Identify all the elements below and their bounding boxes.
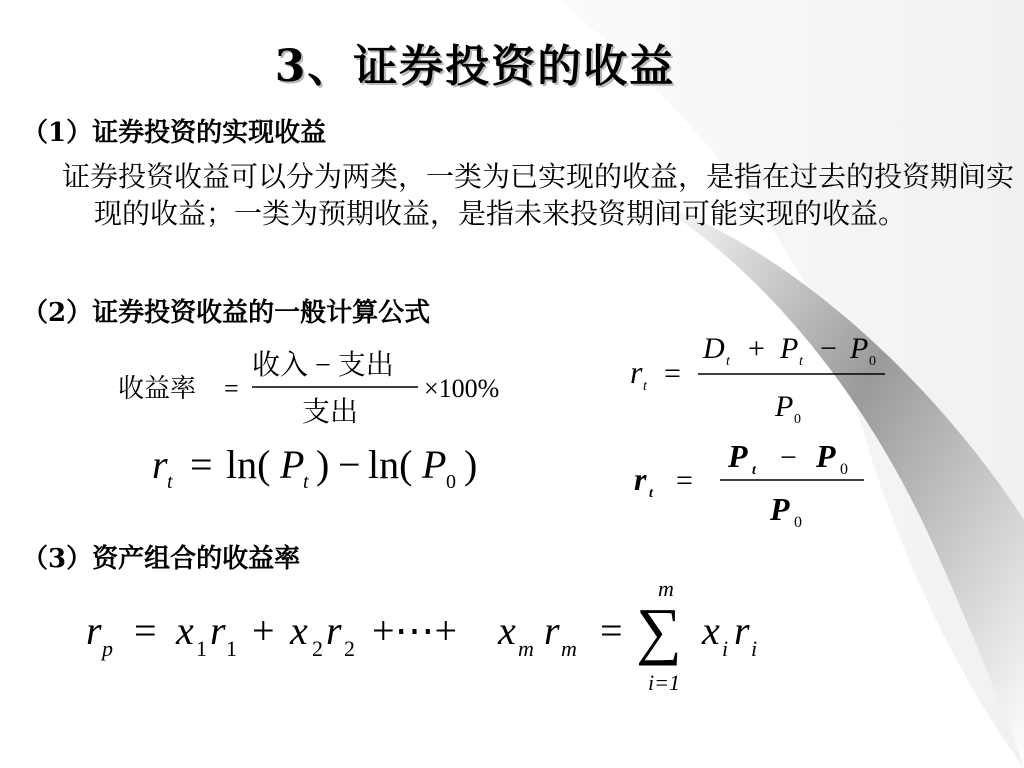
- section-1-heading: （1）证券投资的实现收益: [22, 118, 327, 148]
- svg-text:=: =: [664, 357, 681, 390]
- sum-lower-limit: i=1: [648, 670, 680, 695]
- svg-text:0: 0: [869, 354, 876, 369]
- svg-text:t: t: [726, 354, 730, 369]
- svg-text:∑: ∑: [636, 595, 682, 666]
- svg-text:r: r: [326, 608, 342, 653]
- svg-text:0: 0: [840, 461, 848, 478]
- svg-text:t: t: [167, 471, 173, 493]
- svg-text:=: =: [676, 464, 693, 497]
- svg-text:i: i: [751, 636, 758, 661]
- section-3-heading: （3）资产组合的收益率: [22, 544, 301, 574]
- svg-text:x: x: [176, 608, 194, 653]
- svg-text:P: P: [775, 390, 794, 423]
- svg-text:2: 2: [312, 636, 323, 661]
- formula-dividend-return: [630, 332, 885, 427]
- svg-text:0: 0: [794, 514, 802, 531]
- svg-text:+: +: [252, 608, 275, 653]
- section-1-paragraph: 证券投资收益可以分为两类，一类为已实现的收益，是指在过去的投资期间实现的收益；一类为预期收益，是指未来投资期间可能实现的收益。: [62, 160, 1015, 230]
- svg-text:=: =: [190, 442, 213, 487]
- svg-text:P: P: [770, 491, 790, 527]
- svg-text:r: r: [86, 608, 102, 653]
- slide-title: 3、证券投资的收益: [274, 41, 676, 92]
- svg-text:0: 0: [446, 471, 456, 493]
- svg-text:p: p: [102, 636, 113, 661]
- svg-text:t: t: [752, 463, 756, 478]
- svg-text:m: m: [561, 636, 577, 661]
- svg-text:+⋯+: +⋯+: [372, 608, 458, 653]
- formula-eq: =: [224, 374, 239, 403]
- svg-text:D: D: [703, 332, 725, 365]
- formula-price-return: [634, 438, 864, 531]
- formula-denominator: 支出: [302, 397, 359, 428]
- svg-text:−: −: [338, 442, 361, 487]
- svg-text:−: −: [780, 441, 797, 474]
- svg-text:x: x: [290, 608, 308, 653]
- svg-text:r: r: [152, 442, 168, 487]
- svg-text:P: P: [280, 442, 305, 487]
- svg-text:): ): [316, 442, 330, 487]
- svg-text:+: +: [748, 332, 765, 365]
- svg-text:1: 1: [196, 636, 207, 661]
- svg-text:ln(: ln(: [368, 442, 413, 487]
- svg-text:t: t: [799, 354, 803, 369]
- svg-text:r: r: [544, 608, 560, 653]
- svg-text:P: P: [728, 438, 748, 474]
- svg-text:r: r: [734, 608, 750, 653]
- svg-text:P: P: [850, 332, 869, 365]
- formula-log-return: [152, 442, 477, 493]
- formula-portfolio-return: [86, 576, 757, 695]
- svg-text:ln(: ln(: [226, 442, 271, 487]
- svg-text:i: i: [722, 636, 729, 661]
- svg-text:0: 0: [794, 412, 801, 427]
- svg-text:P: P: [780, 332, 799, 365]
- svg-text:x: x: [702, 608, 720, 653]
- svg-text:): ): [464, 442, 478, 487]
- formula-numerator: 收入 − 支出: [252, 350, 394, 381]
- svg-text:m: m: [518, 636, 534, 661]
- svg-text:r: r: [210, 608, 226, 653]
- formula-lhs: 收益率: [118, 374, 197, 403]
- svg-text:=: =: [134, 608, 157, 653]
- svg-text:t: t: [303, 471, 309, 493]
- svg-text:r: r: [634, 461, 647, 497]
- svg-text:r: r: [630, 354, 643, 390]
- formula-return-rate: [118, 349, 499, 428]
- sum-upper-limit: m: [658, 576, 674, 601]
- svg-text:P: P: [422, 442, 447, 487]
- svg-text:t: t: [643, 379, 647, 394]
- svg-text:1: 1: [226, 636, 237, 661]
- svg-text:2: 2: [344, 636, 355, 661]
- section-2-heading: （2）证券投资收益的一般计算公式: [22, 298, 431, 328]
- svg-text:t: t: [649, 486, 653, 501]
- svg-text:x: x: [498, 608, 516, 653]
- formula-times: ×100%: [424, 374, 500, 403]
- svg-text:P: P: [816, 438, 836, 474]
- svg-text:=: =: [600, 608, 623, 653]
- svg-text:−: −: [820, 332, 837, 365]
